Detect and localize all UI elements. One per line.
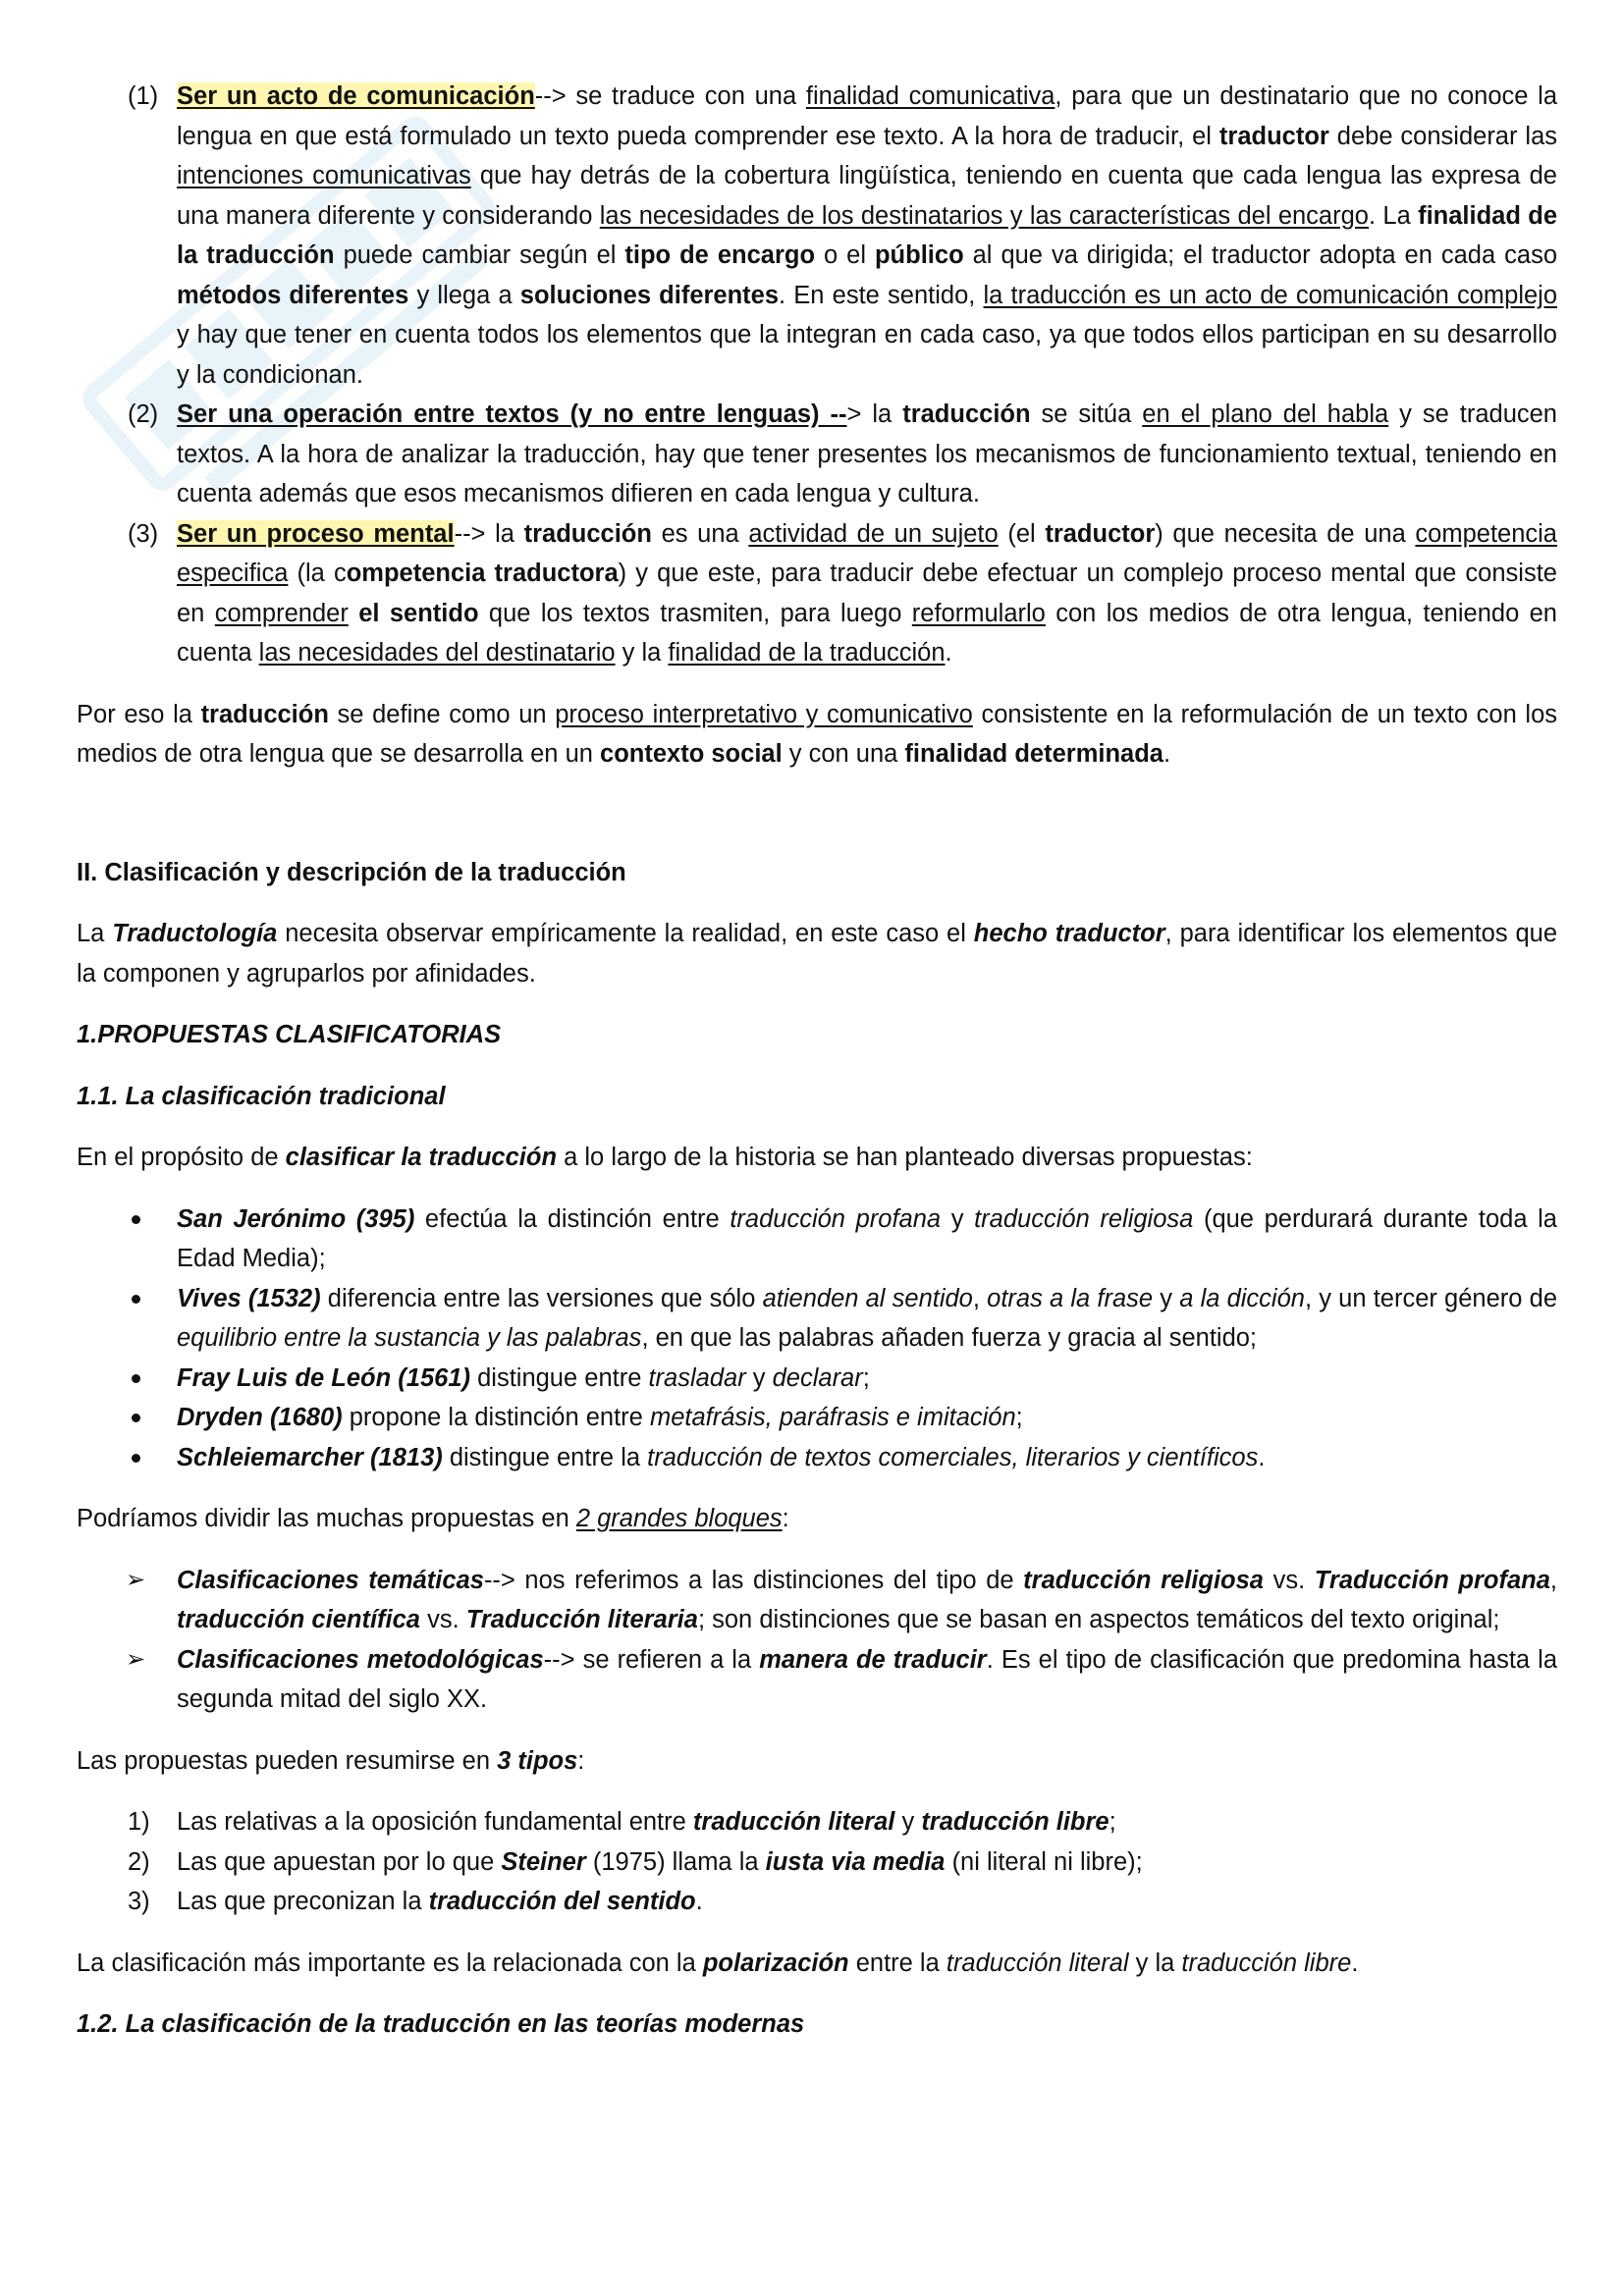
document-page bbox=[77, 77, 1557, 2045]
item-title: Ser una operación entre textos (y no entre lenguas) -- bbox=[177, 400, 847, 428]
bullet-dot bbox=[132, 1295, 140, 1304]
list-item: Vives (1532) diferencia entre las versiones que sólo atienden al sentido, otras a la frase y a la dicción, y un tercer género de equilibrio entre la sustancia y las palabras, en que las palabras añaden fuerza y gracia al sentido; bbox=[77, 1279, 1557, 1359]
list-marker: (2) bbox=[128, 400, 159, 428]
list-marker: 3) bbox=[128, 1888, 150, 1915]
blocks-list bbox=[77, 1561, 1557, 1720]
list-item: 3) Las que preconizan la traducción del sentido. bbox=[77, 1882, 1557, 1922]
list-item: ➢ Clasificaciones metodológicas--> se refieren a la manera de traducir. Es el tipo de clasificación que predomina hasta la segunda mitad del siglo XX. bbox=[77, 1640, 1557, 1720]
traductologia-paragraph: La Traductología necesita observar empíricamente la realidad, en este caso el hecho traductor, para identificar los elementos que la componen y agruparlos por afinidades. bbox=[77, 920, 1558, 988]
list-item: Fray Luis de León (1561) distingue entre trasladar y declarar; bbox=[77, 1359, 1557, 1399]
definition-paragraph: Por eso la traducción se define como un proceso interpretativo y comunicativo consistente en la reformulación de un texto con los medios de otra lengua que se desarrolla en un contexto social y con una finalidad determinada. bbox=[77, 700, 1558, 768]
list-item: 2) Las que apuestan por lo que Steiner (1975) llama la iusta via media (ni literal ni libre); bbox=[77, 1842, 1557, 1883]
list-marker: (3) bbox=[128, 519, 159, 548]
authors-list bbox=[77, 1200, 1557, 1478]
arrow-bullet-icon: ➢ bbox=[126, 1645, 146, 1673]
list-marker: (1) bbox=[128, 82, 159, 110]
intro-item-1: (1) Ser un acto de comunicación--> se traduce con una finalidad comunicativa, para que un destinatario que no conoce la lengua en que está formulado un texto pueda comprender ese texto. A la hora de traducir, el traductor debe considerar las intenciones comunicativas que hay detrás de la cobertura lingüística, teniendo en cuenta que cada lengua las expresa de una manera diferente y considerando las necesidades de los destinatarios y las características del encargo. La finalidad de la traducción puede cambiar según el tipo de encargo o el público al que va dirigida; el traductor adopta en cada caso métodos diferentes y llega a soluciones diferentes. En este sentido, la traducción es un acto de comunicación complejo y hay que tener en cuenta todos los elementos que la integran en cada caso, ya que todos ellos participan en su desarrollo y la condicionan. bbox=[77, 77, 1557, 395]
list-marker: 2) bbox=[128, 1847, 150, 1876]
bullet-dot bbox=[132, 1374, 140, 1383]
list-item: San Jerónimo (395) efectúa la distinción entre traducción profana y traducción religiosa (que perdurará durante toda la Edad Media); bbox=[77, 1200, 1557, 1279]
purpose-paragraph: En el propósito de clasificar la traducción a lo largo de la historia se han planteado diversas propuestas: bbox=[77, 1144, 1253, 1171]
types-list bbox=[77, 1802, 1557, 1922]
heading-clasificacion-tradicional: 1.1. La clasificación tradicional bbox=[77, 1082, 446, 1110]
list-marker: 1) bbox=[128, 1808, 150, 1836]
divide-paragraph: Podríamos dividir las muchas propuestas en 2 grandes bloques: bbox=[77, 1505, 789, 1532]
bullet-dot bbox=[132, 1215, 140, 1224]
heading-teorias-modernas: 1.2. La clasificación de la traducción en las teorías modernas bbox=[77, 2010, 805, 2038]
intro-item-2: (2) Ser una operación entre textos (y no entre lenguas) --> la traducción se sitúa en el plano del habla y se traducen textos. A la hora de analizar la traducción, hay que tener presentes los mecanismos de funcionamiento textual, teniendo en cuenta además que esos mecanismos difieren en cada lengua y cultura. bbox=[77, 395, 1557, 514]
item-title: Ser un acto de comunicación bbox=[177, 82, 535, 110]
bullet-dot bbox=[132, 1454, 140, 1463]
heading-propuestas: 1.PROPUESTAS CLASIFICATORIAS bbox=[77, 1021, 502, 1048]
list-item: 1) Las relativas a la oposición fundamental entre traducción literal y traducción libre; bbox=[77, 1802, 1557, 1842]
list-item: Schleiemarcher (1813) distingue entre la traducción de textos comerciales, literarios y científicos. bbox=[77, 1438, 1557, 1478]
polarization-paragraph: La clasificación más importante es la relacionada con la polarización entre la traducción literal y la traducción libre. bbox=[77, 1949, 1359, 1977]
list-item: Dryden (1680) propone la distinción entre metafrásis, paráfrasis e imitación; bbox=[77, 1398, 1557, 1438]
types-intro-paragraph: Las propuestas pueden resumirse en 3 tipos: bbox=[77, 1746, 585, 1775]
bullet-dot bbox=[132, 1414, 140, 1422]
section-title: II. Clasificación y descripción de la traducción bbox=[77, 858, 626, 886]
intro-item-3: (3) Ser un proceso mental--> la traducción es una actividad de un sujeto (el traductor) que necesita de una competencia especifica (la competencia traductora) y que este, para traducir debe efectuar un complejo proceso mental que consiste en comprender el sentido que los textos trasmiten, para luego reformularlo con los medios de otra lengua, teniendo en cuenta las necesidades del destinatario y la finalidad de la traducción. bbox=[77, 514, 1557, 673]
item-title: Ser un proceso mental bbox=[177, 519, 455, 548]
list-item: ➢ Clasificaciones temáticas--> nos referimos a las distinciones del tipo de traducción religiosa vs. Traducción profana, traducción científica vs. Traducción literaria; son distinciones que se basan en aspectos temáticos del texto original; bbox=[77, 1561, 1557, 1640]
arrow-bullet-icon: ➢ bbox=[126, 1566, 146, 1593]
